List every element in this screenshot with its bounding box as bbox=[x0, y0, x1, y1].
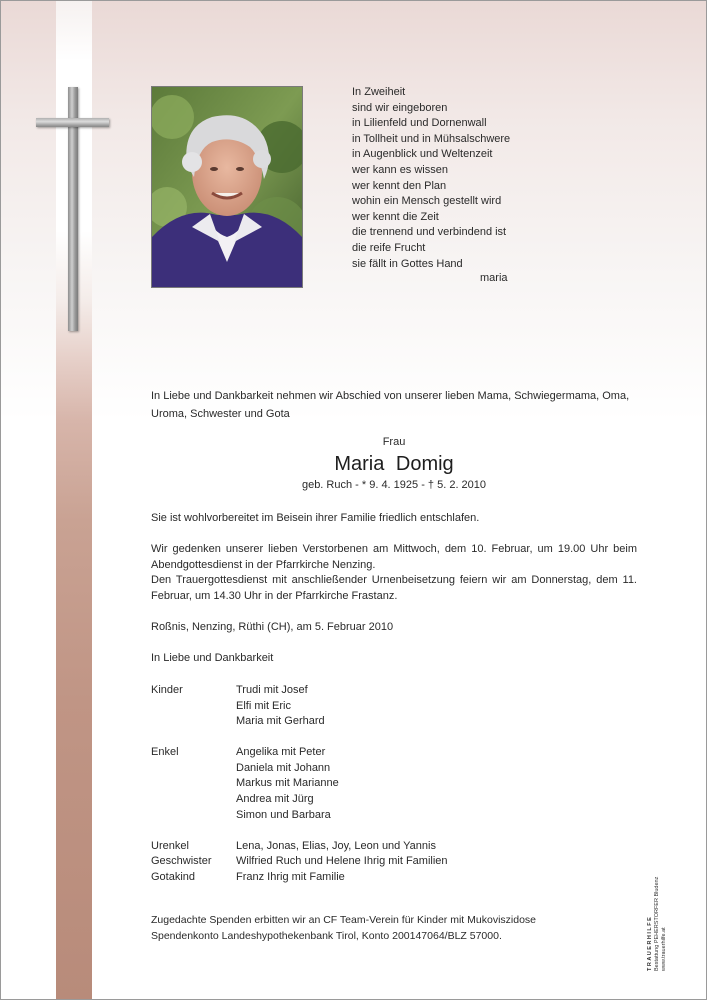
poem-line: in Tollheit und in Mühsalschwere bbox=[352, 132, 511, 145]
intro-text: In Liebe und Dankbarkeit nehmen wir Abschied von unserer lieben Mama, Schwiegermama, Oma, Uroma, Schwester und Gota bbox=[151, 390, 630, 420]
family-member: Angelika mit Peter bbox=[236, 746, 326, 758]
poem bbox=[352, 85, 510, 272]
poem-line: sind wir eingeboren bbox=[352, 101, 448, 114]
portrait-photo bbox=[151, 86, 303, 288]
poem-line: In Zweiheit bbox=[352, 86, 406, 98]
imprint-website: www.trauerhilfe.at bbox=[661, 927, 667, 971]
family-member: Trudi mit Josef bbox=[236, 684, 308, 696]
family-member: Daniela mit Johann bbox=[236, 761, 331, 774]
donation-line: Zugedachte Spenden erbitten wir an CF Team-Verein für Kinder mit Mukoviszidose bbox=[151, 914, 536, 926]
family-names bbox=[236, 870, 345, 886]
donation-note bbox=[151, 912, 637, 944]
family-names bbox=[236, 683, 325, 730]
family-label: Enkel bbox=[151, 746, 179, 758]
deceased-name: Maria Domig bbox=[334, 453, 454, 475]
family-label: Kinder bbox=[151, 684, 183, 696]
family-member: Lena, Jonas, Elias, Joy, Leon und Yannis bbox=[236, 840, 436, 852]
poem-line: wohin ein Mensch gestellt wird bbox=[352, 195, 502, 208]
closing-text: In Liebe und Dankbarkeit bbox=[151, 652, 274, 664]
service-funeral-text: Den Trauergottesdienst mit anschließender Urnenbeisetzung feiern wir am Donnerstag, dem 11. Februar, um 14.30 Uhr in der Pfarrkirche Frastanz. bbox=[151, 574, 637, 602]
poem-line: wer kann es wissen bbox=[352, 163, 448, 176]
family-member: Simon und Barbara bbox=[236, 808, 331, 821]
imprint-brand: TRAUERHILFE bbox=[647, 915, 653, 971]
cross-icon-bar bbox=[36, 118, 109, 127]
imprint bbox=[647, 871, 677, 971]
passing-text: Sie ist wohlvorbereitet im Beisein ihrer Familie friedlich entschlafen. bbox=[151, 512, 480, 524]
imprint-company: Bestattung PEHERSTORFER Bludenz bbox=[654, 876, 660, 971]
poem-line: die trennend und verbindend ist bbox=[352, 226, 507, 239]
poem-line: wer kennt die Zeit bbox=[352, 210, 439, 223]
donation-account: Spendenkonto Landeshypothekenbank Tirol, Konto 200147064/BLZ 57000. bbox=[151, 930, 502, 942]
poem-author: maria bbox=[480, 272, 508, 284]
poem-line: sie fällt in Gottes Hand bbox=[352, 257, 463, 270]
family-label: Geschwister bbox=[151, 855, 212, 867]
place-date: Roßnis, Nenzing, Rüthi (CH), am 5. Februar 2010 bbox=[151, 621, 394, 633]
family-member: Elfi mit Eric bbox=[236, 699, 291, 712]
service-memorial-text: Wir gedenken unserer lieben Verstorbenen am Mittwoch, dem 10. Februar, um 19.00 Uhr beim Abendgottesdienst in der Pfarrkirche Nenzing. bbox=[151, 543, 637, 571]
family-label: Urenkel bbox=[151, 840, 189, 852]
poem-line: die reife Frucht bbox=[352, 241, 426, 254]
family-names bbox=[236, 839, 436, 855]
life-dates: geb. Ruch - * 9. 4. 1925 - † 5. 2. 2010 bbox=[301, 479, 487, 491]
poem-line: in Lilienfeld und Dornenwall bbox=[352, 117, 487, 130]
family-label: Gotakind bbox=[151, 871, 196, 883]
family-member: Wilfried Ruch und Helene Ihrig mit Familien bbox=[236, 855, 448, 867]
family-member: Maria mit Gerhard bbox=[236, 715, 325, 728]
portrait-image bbox=[152, 87, 302, 287]
family-member: Franz Ihrig mit Familie bbox=[236, 871, 345, 883]
family-member: Andrea mit Jürg bbox=[236, 793, 314, 806]
poem-line: in Augenblick und Weltenzeit bbox=[352, 148, 493, 161]
poem-line: wer kennt den Plan bbox=[352, 179, 447, 192]
family-member: Markus mit Marianne bbox=[236, 777, 339, 790]
family-names bbox=[236, 745, 339, 824]
honorific: Frau bbox=[382, 436, 406, 448]
family-names bbox=[236, 854, 448, 870]
